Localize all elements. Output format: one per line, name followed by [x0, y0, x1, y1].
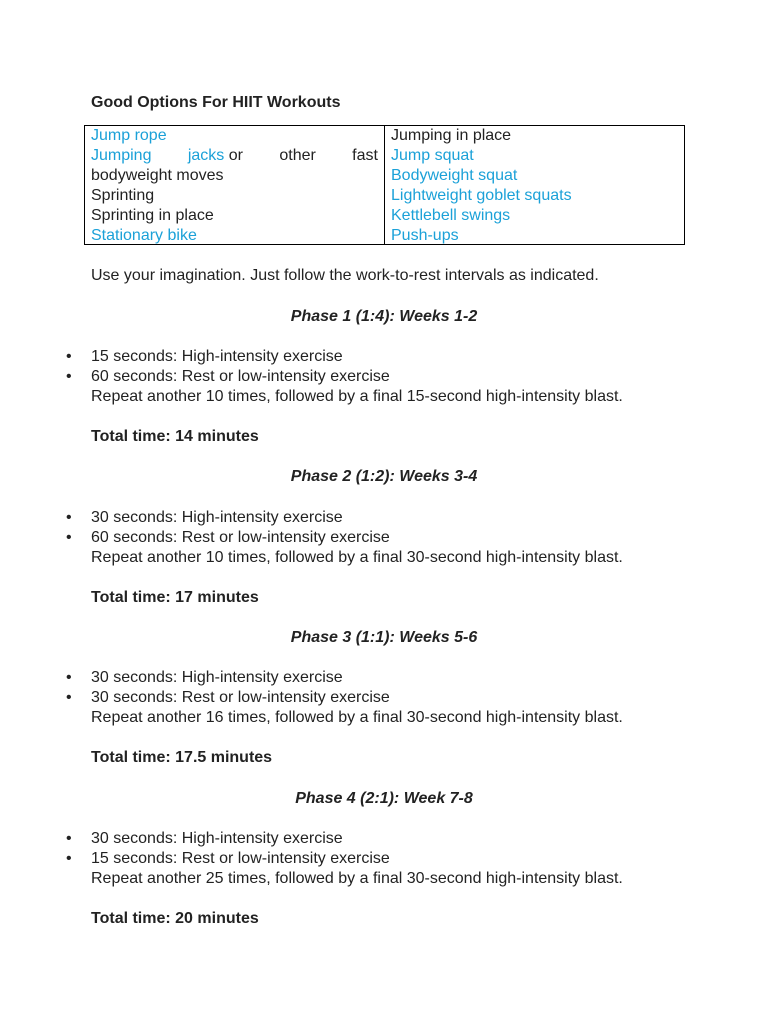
- options-column-right: [385, 126, 684, 244]
- document-heading: Good Options For HIIT Workouts: [91, 94, 341, 111]
- bullet-icon: •: [66, 850, 72, 867]
- text-or: or: [228, 147, 243, 164]
- phase-2-bullets: [0, 508, 768, 568]
- link-jumping[interactable]: Jumping: [91, 147, 152, 164]
- link-bodyweight-squat[interactable]: Bodyweight squat: [391, 167, 518, 184]
- link-stationary-bike[interactable]: Stationary bike: [91, 227, 197, 244]
- list-item: • 60 seconds: Rest or low-intensity exercise: [66, 368, 390, 385]
- list-item: • 30 seconds: Rest or low-intensity exercise: [66, 689, 390, 706]
- bullet-icon: •: [66, 529, 72, 546]
- link-jump-rope[interactable]: Jump rope: [91, 127, 167, 144]
- link-jacks[interactable]: jacks: [187, 147, 225, 164]
- repeat-text: Repeat another 10 times, followed by a final 15-second high-intensity blast.: [91, 388, 623, 405]
- phase-3-total: Total time: 17.5 minutes: [91, 749, 273, 766]
- link-jump-squat[interactable]: Jump squat: [391, 147, 474, 164]
- phase-3-bullets: [0, 668, 768, 728]
- text-jumping-in-place: Jumping in place: [391, 127, 512, 144]
- phase-4-bullets: [0, 829, 768, 889]
- phase-4-title: Phase 4 (2:1): Week 7-8: [295, 790, 473, 807]
- bullet-icon: •: [66, 509, 72, 526]
- text-bodyweight-moves: bodyweight moves: [91, 167, 224, 184]
- intro-paragraph: Use your imagination. Just follow the work-to-rest intervals as indicated.: [91, 267, 599, 284]
- list-item: • 30 seconds: High-intensity exercise: [66, 669, 343, 686]
- options-table: [84, 125, 685, 245]
- repeat-text: Repeat another 10 times, followed by a final 30-second high-intensity blast.: [91, 549, 623, 566]
- bullet-icon: •: [66, 368, 72, 385]
- bullet-icon: •: [66, 348, 72, 365]
- repeat-text: Repeat another 25 times, followed by a final 30-second high-intensity blast.: [91, 870, 623, 887]
- list-item: • 30 seconds: High-intensity exercise: [66, 509, 343, 526]
- bullet-icon: •: [66, 669, 72, 686]
- phase-1-total: Total time: 14 minutes: [91, 428, 259, 445]
- text-sprinting: Sprinting: [91, 187, 155, 204]
- phase-2-total: Total time: 17 minutes: [91, 589, 259, 606]
- phase-1-title: Phase 1 (1:4): Weeks 1-2: [290, 308, 478, 325]
- phase-2-title: Phase 2 (1:2): Weeks 3-4: [290, 468, 478, 485]
- repeat-text: Repeat another 16 times, followed by a final 30-second high-intensity blast.: [91, 709, 623, 726]
- link-kettlebell-swings[interactable]: Kettlebell swings: [391, 207, 511, 224]
- list-item: • 60 seconds: Rest or low-intensity exercise: [66, 529, 390, 546]
- list-item: • 15 seconds: Rest or low-intensity exercise: [66, 850, 390, 867]
- link-goblet-squats[interactable]: Lightweight goblet squats: [391, 187, 572, 204]
- phase-1-bullets: [0, 347, 768, 407]
- jumping-jacks-line: [91, 146, 378, 166]
- list-item: • 15 seconds: High-intensity exercise: [66, 348, 343, 365]
- bullet-icon: •: [66, 689, 72, 706]
- text-other: other: [279, 147, 316, 164]
- list-item: • 30 seconds: High-intensity exercise: [66, 830, 343, 847]
- text-fast: fast: [352, 147, 378, 164]
- phase-3-title: Phase 3 (1:1): Weeks 5-6: [290, 629, 478, 646]
- phase-4-total: Total time: 20 minutes: [91, 910, 259, 927]
- bullet-icon: •: [66, 830, 72, 847]
- options-column-left: [85, 126, 385, 244]
- text-sprinting-in-place: Sprinting in place: [91, 207, 214, 224]
- link-push-ups[interactable]: Push-ups: [391, 227, 459, 244]
